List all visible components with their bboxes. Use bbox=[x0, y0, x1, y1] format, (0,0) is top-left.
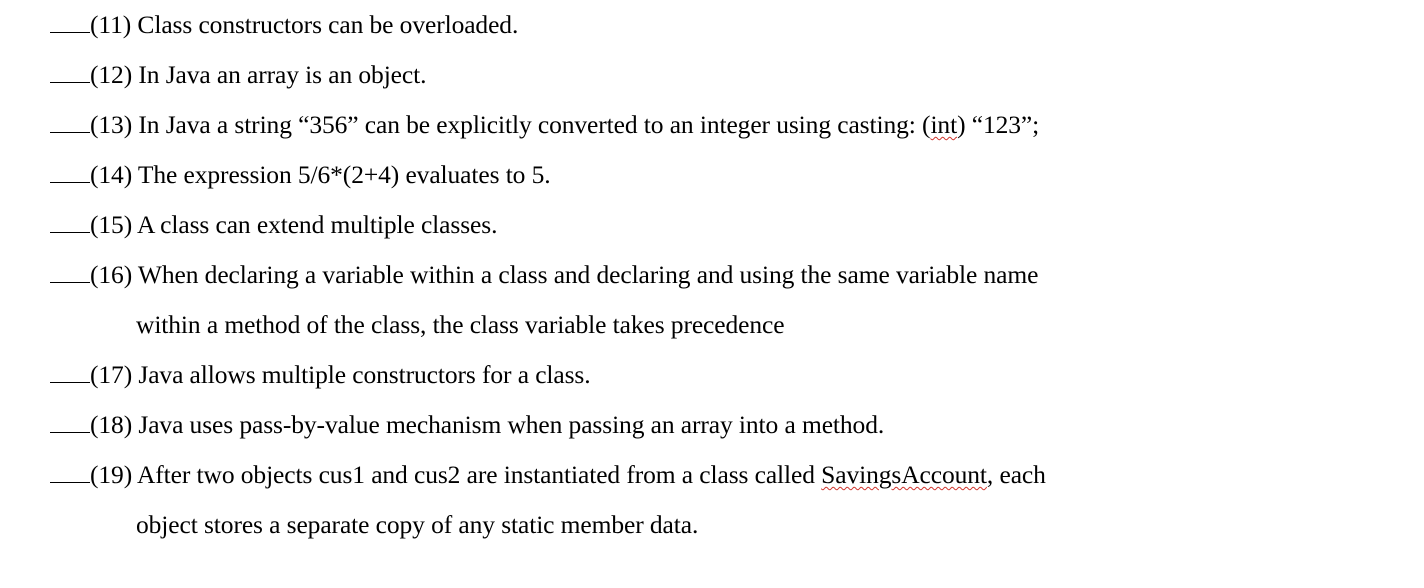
question-text: Class constructors can be overloaded. bbox=[137, 10, 519, 39]
question-text: In Java an array is an object. bbox=[138, 60, 427, 89]
answer-blank-18[interactable] bbox=[50, 401, 90, 433]
question-number: (15) bbox=[90, 210, 133, 239]
question-16-continuation bbox=[50, 300, 1390, 350]
question-17 bbox=[50, 350, 1390, 400]
question-text: A class can extend multiple classes. bbox=[136, 210, 498, 239]
question-19 bbox=[50, 450, 1390, 500]
answer-blank-12[interactable] bbox=[50, 51, 90, 83]
question-19-continuation bbox=[50, 500, 1390, 550]
question-12 bbox=[50, 50, 1390, 100]
question-number: (17) bbox=[90, 360, 133, 389]
question-11 bbox=[50, 0, 1390, 50]
answer-blank-17[interactable] bbox=[50, 351, 90, 383]
question-number: (13) bbox=[90, 110, 133, 139]
spellcheck-flagged-word: int bbox=[930, 110, 958, 139]
question-13 bbox=[50, 100, 1390, 150]
question-text: In Java a string “356” can be explicitly converted to an integer using casting: ( bbox=[138, 110, 931, 139]
answer-blank-15[interactable] bbox=[50, 201, 90, 233]
answer-blank-16[interactable] bbox=[50, 251, 90, 283]
question-text: The expression 5/6*(2+4) evaluates to 5. bbox=[137, 160, 551, 189]
question-text-end: ) “123”; bbox=[957, 110, 1040, 139]
answer-blank-11[interactable] bbox=[50, 1, 90, 33]
question-14 bbox=[50, 150, 1390, 200]
question-text-continued: object stores a separate copy of any static member data. bbox=[136, 510, 699, 539]
question-number: (14) bbox=[90, 160, 133, 189]
answer-blank-14[interactable] bbox=[50, 151, 90, 183]
question-number: (16) bbox=[90, 260, 133, 289]
question-text-end: , each bbox=[986, 460, 1046, 489]
true-false-question-list bbox=[50, 0, 1390, 550]
question-text: After two objects cus1 and cus2 are instantiated from a class called bbox=[136, 460, 822, 489]
question-text: Java allows multiple constructors for a class. bbox=[138, 360, 591, 389]
question-text: When declaring a variable within a class and declaring and using the same variable name bbox=[137, 260, 1039, 289]
question-text-continued: within a method of the class, the class variable takes precedence bbox=[136, 310, 785, 339]
question-15 bbox=[50, 200, 1390, 250]
question-number: (11) bbox=[90, 10, 132, 39]
question-18 bbox=[50, 400, 1390, 450]
answer-blank-13[interactable] bbox=[50, 101, 90, 133]
question-number: (19) bbox=[90, 460, 133, 489]
question-text: Java uses pass-by-value mechanism when passing an array into a method. bbox=[138, 410, 885, 439]
question-number: (12) bbox=[90, 60, 133, 89]
question-number: (18) bbox=[90, 410, 133, 439]
answer-blank-19[interactable] bbox=[50, 451, 90, 483]
question-16 bbox=[50, 250, 1390, 300]
spellcheck-flagged-word: SavingsAccount bbox=[821, 460, 987, 489]
